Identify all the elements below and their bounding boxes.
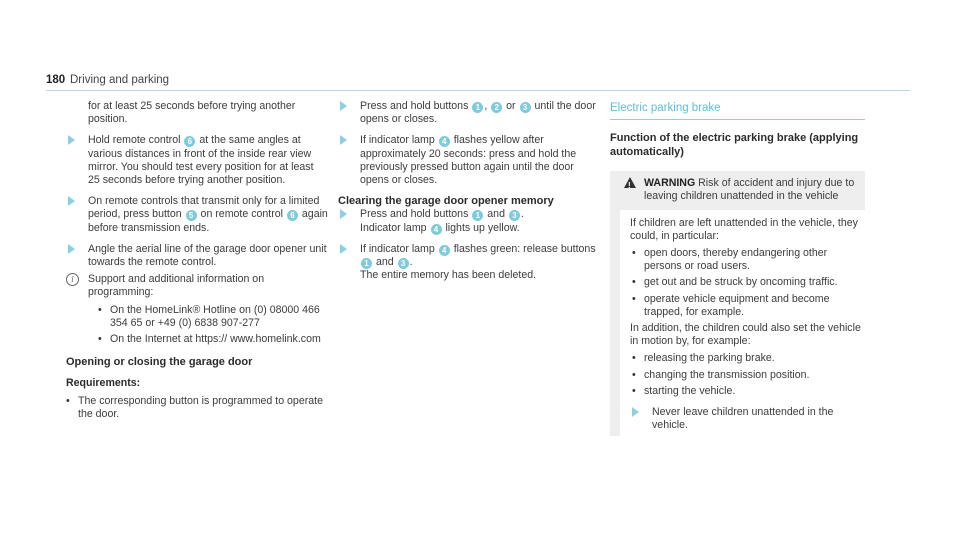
column-2 xyxy=(338,100,600,282)
step-text: flashes green: release buttons xyxy=(453,242,596,255)
warning-word: WARNING xyxy=(644,177,696,190)
list-item: • starting the vehicle. xyxy=(632,385,865,398)
column-1 xyxy=(66,100,328,424)
step-text: until the door opens or closes. xyxy=(360,100,596,126)
step-text: Press and hold buttons xyxy=(360,208,469,221)
warning-list-2 xyxy=(630,352,865,398)
step-text: on remote control xyxy=(200,208,283,221)
step-text: If indicator lamp xyxy=(360,134,435,147)
step-text: Indicator lamp xyxy=(360,221,427,234)
warning-list-1 xyxy=(630,247,865,319)
warning-paragraph: If children are left unattended in the vehicle, they could, in particular: xyxy=(630,216,858,242)
step-text: at the same angles at various distances in front of the inside rear view mirror. You should test every position for at least 25 seconds before trying another position. xyxy=(88,134,314,187)
intro-text: for at least 25 seconds before trying another position. xyxy=(88,100,296,126)
number-badge: 6 xyxy=(184,136,195,147)
number-badge: 1 xyxy=(472,102,483,113)
step-press-hold: Press and hold buttons 1 , 2 or 3 until the door opens or closes. xyxy=(338,100,600,126)
number-badge: 5 xyxy=(186,210,197,221)
step-text: Never leave children unattended in the vehicle. xyxy=(652,406,834,432)
heading-open-close: Opening or closing the garage door xyxy=(66,356,253,369)
warning-body xyxy=(620,211,865,437)
list-item: • open doors, thereby endangering other persons or road users. xyxy=(632,247,865,273)
step-arrow-icon xyxy=(340,209,347,219)
warning-triangle-icon xyxy=(624,177,636,188)
column-3 xyxy=(610,100,865,436)
step-arrow-icon xyxy=(68,244,75,254)
step-text: and xyxy=(375,256,394,269)
section-title: Driving and parking xyxy=(70,74,170,86)
list-item: • operate vehicle equipment and become trapped, for example. xyxy=(632,293,865,319)
number-badge: 3 xyxy=(520,102,531,113)
step-text: lights up yellow. xyxy=(445,221,520,234)
list-item: • get out and be struck by oncoming traffic. xyxy=(632,276,865,289)
step-text: Angle the aerial line of the garage door opener unit towards the remote control. xyxy=(88,242,327,269)
warning-header xyxy=(620,171,865,210)
step-arrow-icon xyxy=(340,135,347,145)
step-text: again before transmission ends. xyxy=(88,208,328,234)
number-badge: 1 xyxy=(361,258,372,269)
step-never-leave xyxy=(630,406,865,432)
step-arrow-icon xyxy=(68,135,75,145)
number-badge: 1 xyxy=(472,210,483,221)
step-hold-remote xyxy=(66,134,328,187)
list-item: • releasing the parking brake. xyxy=(632,352,865,365)
step-arrow-icon xyxy=(340,244,347,254)
step-limited-period xyxy=(66,195,328,235)
list-item: • changing the transmission position. xyxy=(632,369,865,382)
step-text: The entire memory has been deleted. xyxy=(360,269,537,282)
step-arrow-icon xyxy=(340,101,347,111)
step-text: Hold remote control xyxy=(88,134,181,147)
number-badge: 4 xyxy=(439,245,450,256)
heading-clearing-memory: Clearing the garage door opener memory xyxy=(338,195,554,208)
step-clear-press: Press and hold buttons 1 and 3 . Indicator lamp 4 lights up yellow. xyxy=(338,208,600,234)
step-indicator-green: If indicator lamp 4 flashes green: release buttons 1 and 3 . The entire memory has been deleted. xyxy=(338,243,600,283)
step-indicator-yellow xyxy=(338,134,600,187)
requirements-heading: Requirements: xyxy=(66,377,141,390)
step-text: Press and hold buttons xyxy=(360,100,469,112)
support-note xyxy=(66,273,328,346)
info-icon: i xyxy=(66,273,79,286)
header-rule xyxy=(46,90,910,91)
warning-paragraph: In addition, the children could also set the vehicle in motion by, for example: xyxy=(630,322,861,348)
subheading-function: Function of the electric parking brake (applying automatically) xyxy=(610,132,859,158)
step-text: and xyxy=(487,208,505,221)
number-badge: 4 xyxy=(431,224,442,235)
step-angle-aerial xyxy=(66,243,328,269)
note-text: Support and additional information on programming: xyxy=(88,273,265,299)
step-arrow-icon xyxy=(68,196,75,206)
step-arrow-icon xyxy=(632,407,639,417)
step-text: If indicator lamp xyxy=(360,242,435,255)
number-badge: 3 xyxy=(398,258,409,269)
requirements-list xyxy=(66,395,328,421)
page-number: 180 xyxy=(46,74,66,86)
list-item: • The corresponding button is programmed to operate the door. xyxy=(66,395,328,421)
number-badge: 3 xyxy=(509,210,520,221)
number-badge: 2 xyxy=(491,102,502,113)
list-item: • On the Internet at https:// www.homelink.com xyxy=(98,333,328,346)
support-list xyxy=(88,304,328,347)
warning-text: Risk of accident and injury due to leaving children unattended in the vehicle xyxy=(644,177,855,203)
step-text: On remote controls that transmit only for a limited period, press button xyxy=(88,195,320,221)
warning-box xyxy=(610,171,865,436)
number-badge: 4 xyxy=(439,136,450,147)
number-badge: 6 xyxy=(287,210,298,221)
step-text: flashes yellow after approximately 20 seconds: press and hold the previously pressed button again until the door opens or closes. xyxy=(360,134,577,187)
list-item: • On the HomeLink® Hotline on (0) 08000 466 354 65 or +49 (0) 6838 907-277 xyxy=(98,304,328,330)
section-heading-parking-brake: Electric parking brake xyxy=(610,102,865,120)
